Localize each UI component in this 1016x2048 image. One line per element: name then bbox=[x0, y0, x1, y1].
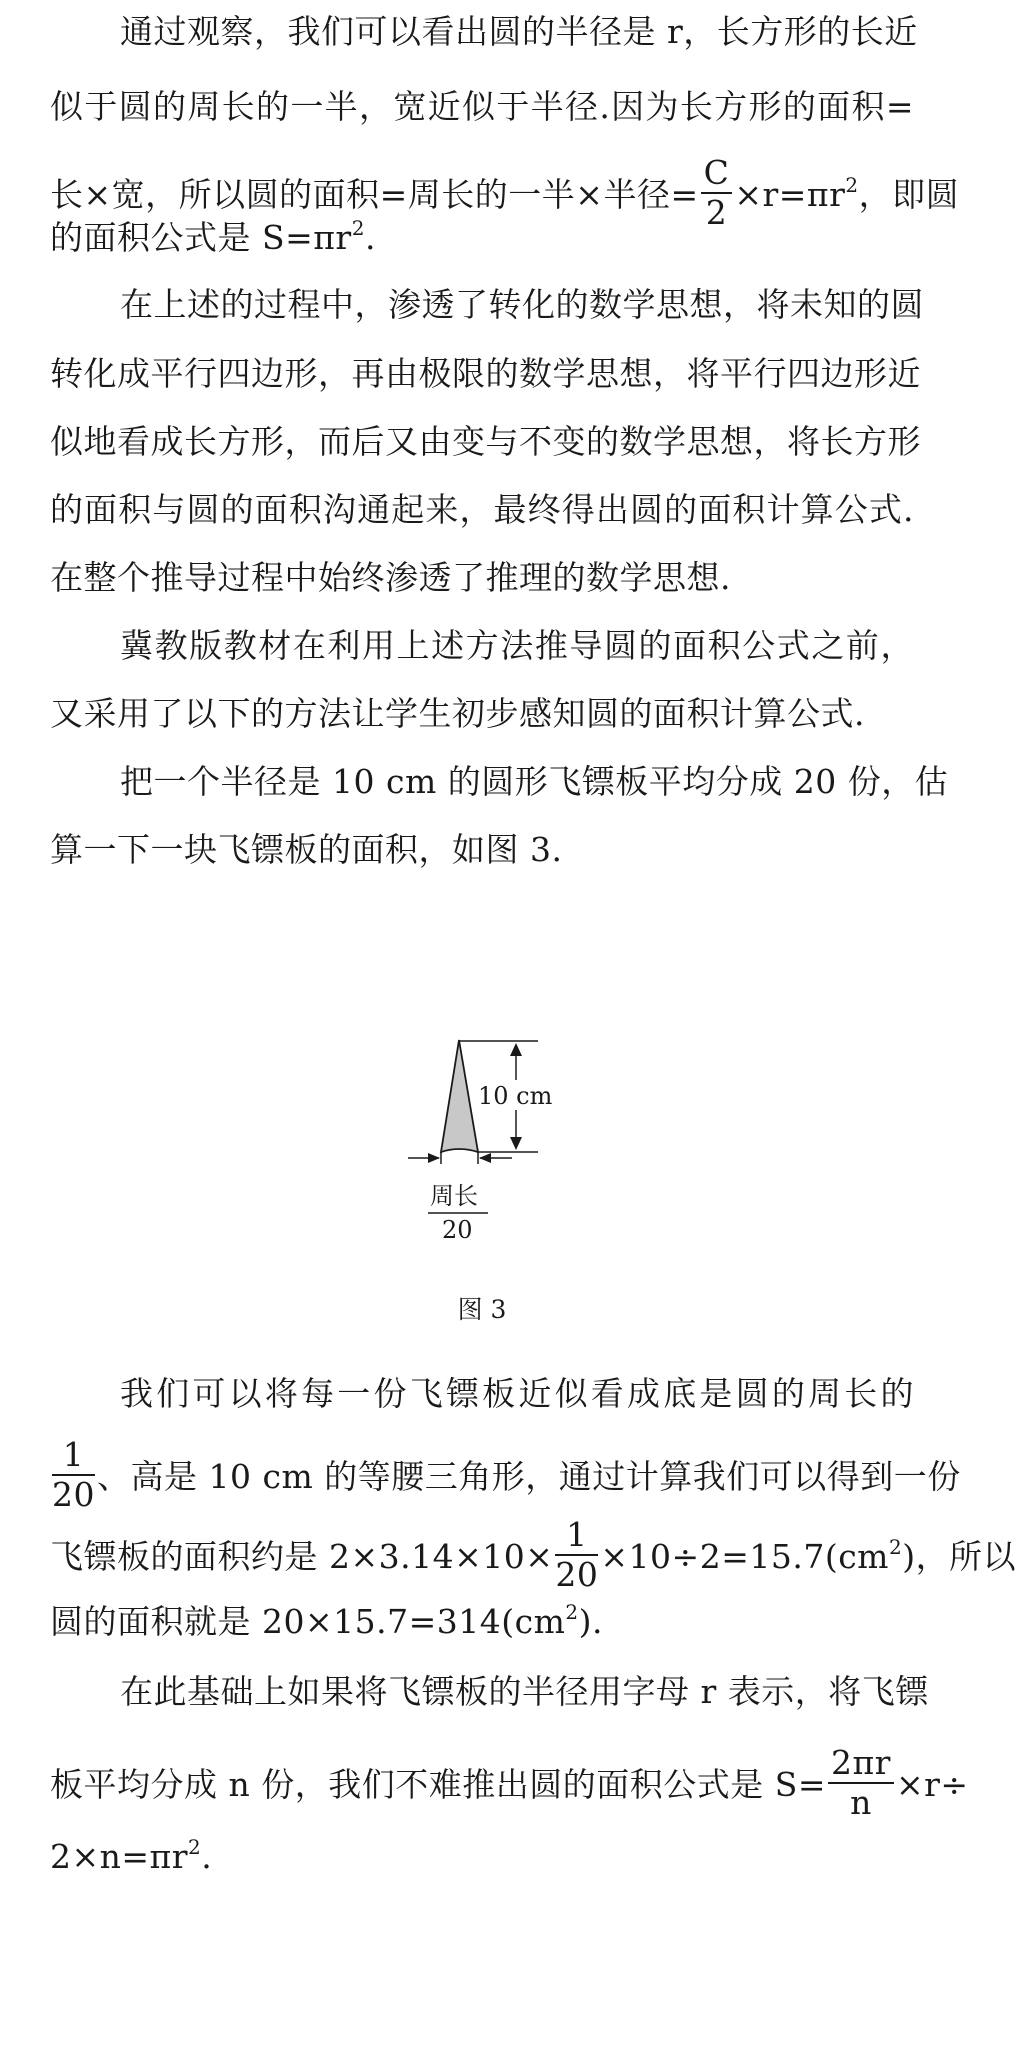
text-segment: )，所以 bbox=[902, 1537, 1016, 1576]
superscript: 2 bbox=[845, 173, 859, 197]
fraction-numerator: C bbox=[701, 154, 733, 194]
fraction bbox=[555, 1516, 598, 1594]
text-segment: . bbox=[364, 218, 376, 257]
slice-triangle bbox=[441, 1040, 478, 1152]
base-label-denominator: 20 bbox=[442, 1216, 473, 1244]
fraction-denominator: n bbox=[850, 1783, 872, 1822]
arrowhead-right bbox=[428, 1153, 440, 1163]
text-segment: . bbox=[201, 1837, 213, 1876]
base-label-numerator: 周长 bbox=[430, 1182, 478, 1210]
paragraph-line bbox=[50, 216, 914, 260]
dartboard-slice-figure bbox=[390, 1040, 590, 1280]
paragraph-line: 通过观察，我们可以看出圆的半径是 r，长方形的长近 bbox=[120, 12, 918, 51]
paragraph-line: 转化成平行四边形，再由极限的数学思想，将平行四边形近 bbox=[50, 354, 921, 393]
superscript: 2 bbox=[565, 1600, 579, 1624]
superscript: 2 bbox=[188, 1835, 202, 1859]
superscript: 2 bbox=[888, 1535, 903, 1559]
fraction bbox=[52, 1436, 95, 1514]
paragraph-line-with-fraction bbox=[50, 1743, 969, 1826]
text-segment: 长×宽，所以圆的面积=周长的一半×半径= bbox=[50, 175, 699, 214]
height-label: 10 cm bbox=[478, 1082, 553, 1110]
arrowhead-down bbox=[510, 1137, 522, 1150]
text-segment: ). bbox=[578, 1602, 604, 1641]
text-segment: ，即圆 bbox=[858, 175, 960, 214]
figure-caption: 图 3 bbox=[457, 1295, 507, 1324]
arrowhead-left bbox=[479, 1153, 491, 1163]
fraction bbox=[828, 1744, 894, 1822]
paragraph-line bbox=[50, 1835, 914, 1879]
figure-drawing bbox=[390, 1040, 590, 1280]
fraction-denominator: 2 bbox=[705, 193, 728, 232]
text-segment: ×r÷ bbox=[895, 1765, 969, 1804]
fraction-denominator: 20 bbox=[52, 1475, 95, 1514]
text-segment: 飞镖板的面积约是 2×3.14×10× bbox=[50, 1537, 554, 1576]
paragraph-line: 我们可以将每一份飞镖板近似看成底是圆的周长的 bbox=[120, 1374, 914, 1413]
paragraph-line: 的面积与圆的面积沟通起来，最终得出圆的面积计算公式. bbox=[50, 490, 914, 529]
paragraph-line: 把一个半径是 10 cm 的圆形飞镖板平均分成 20 份，估 bbox=[120, 762, 949, 801]
text-segment: 圆的面积就是 20×15.7=314(cm bbox=[50, 1602, 566, 1641]
text-segment: ×r=πr bbox=[734, 175, 846, 214]
fraction-denominator: 20 bbox=[555, 1555, 599, 1594]
text-segment: 、高是 10 cm 的等腰三角形，通过计算我们可以得到一份 bbox=[97, 1457, 961, 1496]
paragraph-line: 在上述的过程中，渗透了转化的数学思想，将未知的圆 bbox=[120, 285, 924, 324]
paragraph-line: 算一下一块飞镖板的面积，如图 3. bbox=[50, 830, 563, 869]
paragraph-line bbox=[50, 1600, 914, 1644]
text-segment: 板平均分成 n 份，我们不难推出圆的面积公式是 S= bbox=[50, 1765, 826, 1804]
paragraph-line: 冀教版教材在利用上述方法推导圆的面积公式之前， bbox=[120, 626, 914, 665]
text-segment: 2×n=πr bbox=[50, 1837, 189, 1876]
paragraph-line-with-fraction bbox=[50, 1515, 1016, 1598]
paragraph-line: 又采用了以下的方法让学生初步感知圆的面积计算公式. bbox=[50, 694, 865, 733]
paragraph-line: 似于圆的周长的一半，宽近似于半径.因为长方形的面积= bbox=[50, 87, 914, 126]
paragraph-line-with-fraction bbox=[50, 1435, 961, 1518]
arrowhead-up bbox=[510, 1043, 522, 1056]
superscript: 2 bbox=[351, 216, 365, 240]
paragraph-line: 在整个推导过程中始终渗透了推理的数学思想. bbox=[50, 558, 731, 597]
text-segment: ×10÷2=15.7(cm bbox=[600, 1537, 889, 1576]
fraction-numerator: 1 bbox=[555, 1516, 598, 1556]
fraction-numerator: 1 bbox=[52, 1436, 95, 1476]
text-segment: 的面积公式是 S=πr bbox=[50, 218, 352, 257]
paragraph-line: 似地看成长方形，而后又由变与不变的数学思想，将长方形 bbox=[50, 422, 921, 461]
fraction-numerator: 2πr bbox=[828, 1744, 894, 1784]
paragraph-line: 在此基础上如果将飞镖板的半径用字母 r 表示，将飞镖 bbox=[120, 1672, 929, 1711]
